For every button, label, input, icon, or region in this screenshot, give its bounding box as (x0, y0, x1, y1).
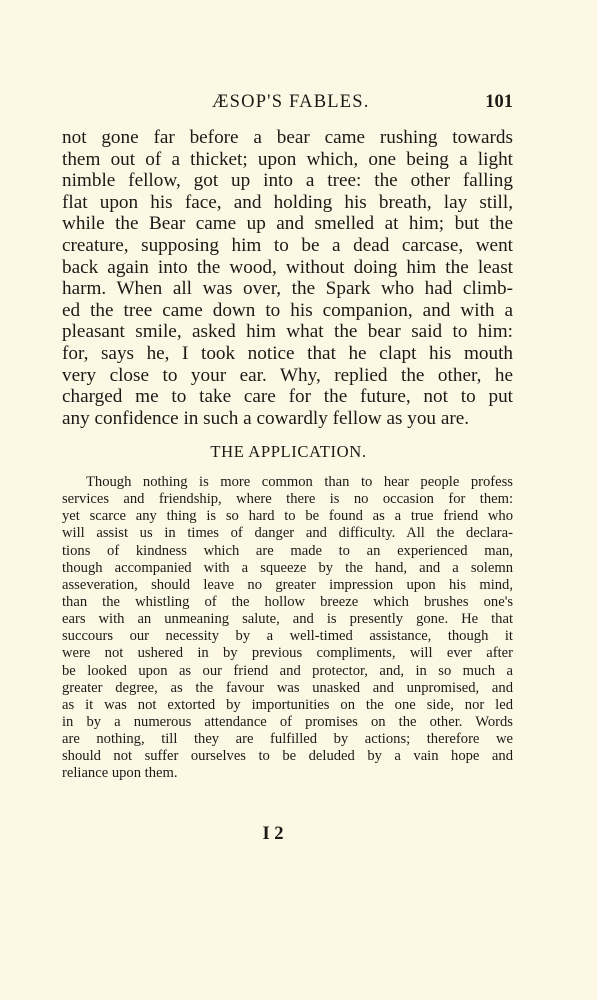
application-line: will assist us in times of danger and difficulty. All the declara- (62, 525, 513, 542)
application-line: Though nothing is more common than to hear people profess (86, 474, 513, 490)
application-line: than the whistling of the hollow breeze which brushes one's (62, 593, 513, 610)
application-line: are nothing, till they are fulfilled by actions; therefore we (62, 731, 513, 748)
application-line: should not suffer ourselves to be deluded by a vain hope and (62, 748, 513, 765)
fable-line: flat upon his face, and holding his breath, lay still, (62, 191, 513, 213)
application-text (62, 474, 513, 783)
signature-mark: I 2 (262, 824, 284, 844)
fable-line: any confidence in such a cowardly fellow as you are. (62, 407, 470, 429)
fable-line: for, says he, I took notice that he clapt his mouth (62, 342, 513, 364)
application-line: in by a numerous attendance of promises on the other. Words (62, 713, 513, 730)
application-line: reliance upon them. (62, 765, 178, 782)
application-line: ears with an unmeaning salute, and is presently gone. He that (62, 611, 513, 628)
fable-line: them out of a thicket; upon which, one being a light (62, 148, 513, 170)
application-heading: THE APPLICATION. (210, 442, 367, 461)
fable-line: pleasant smile, asked him what the bear said to him: (62, 321, 513, 343)
fable-line: very close to your ear. Why, replied the other, he (62, 364, 513, 386)
running-title: ÆSOP'S FABLES. (212, 92, 370, 112)
fable-line: not gone far before a bear came rushing towards (62, 127, 513, 148)
running-head (62, 92, 513, 116)
fable-line: charged me to take care for the future, not to put (62, 386, 513, 408)
fable-line: while the Bear came up and smelled at him; but the (62, 213, 513, 235)
page-number: 101 (485, 92, 513, 112)
fable-line: nimble fellow, got up into a tree: the other falling (62, 170, 513, 192)
application-line: succours our necessity by a well-timed assistance, though it (62, 628, 513, 645)
application-line: tions of kindness which are made to an experienced man, (62, 542, 513, 559)
fable-text (62, 127, 513, 429)
application-line: be looked upon as our friend and protector, and, in so much a (62, 662, 513, 679)
fable-line: creature, supposing him to be a dead carcase, went (62, 234, 513, 256)
application-line: services and friendship, where there is no occasion for them: (62, 491, 513, 508)
fable-line: harm. When all was over, the Spark who had climb- (62, 278, 513, 300)
application-line: greater degree, as the favour was unasked and unpromised, and (62, 679, 513, 696)
fable-line: ed the tree came down to his companion, and with a (62, 299, 513, 321)
application-line: asseveration, should leave no greater impression upon his mind, (62, 576, 513, 593)
application-line: though accompanied with a squeeze by the hand, and a solemn (62, 559, 513, 576)
application-line: as it was not extorted by importunities on the one side, nor led (62, 696, 513, 713)
fable-line: back again into the wood, without doing him the least (62, 256, 513, 278)
application-line: yet scarce any thing is so hard to be found as a true friend who (62, 508, 513, 525)
application-line: were not ushered in by previous compliments, will ever after (62, 645, 513, 662)
